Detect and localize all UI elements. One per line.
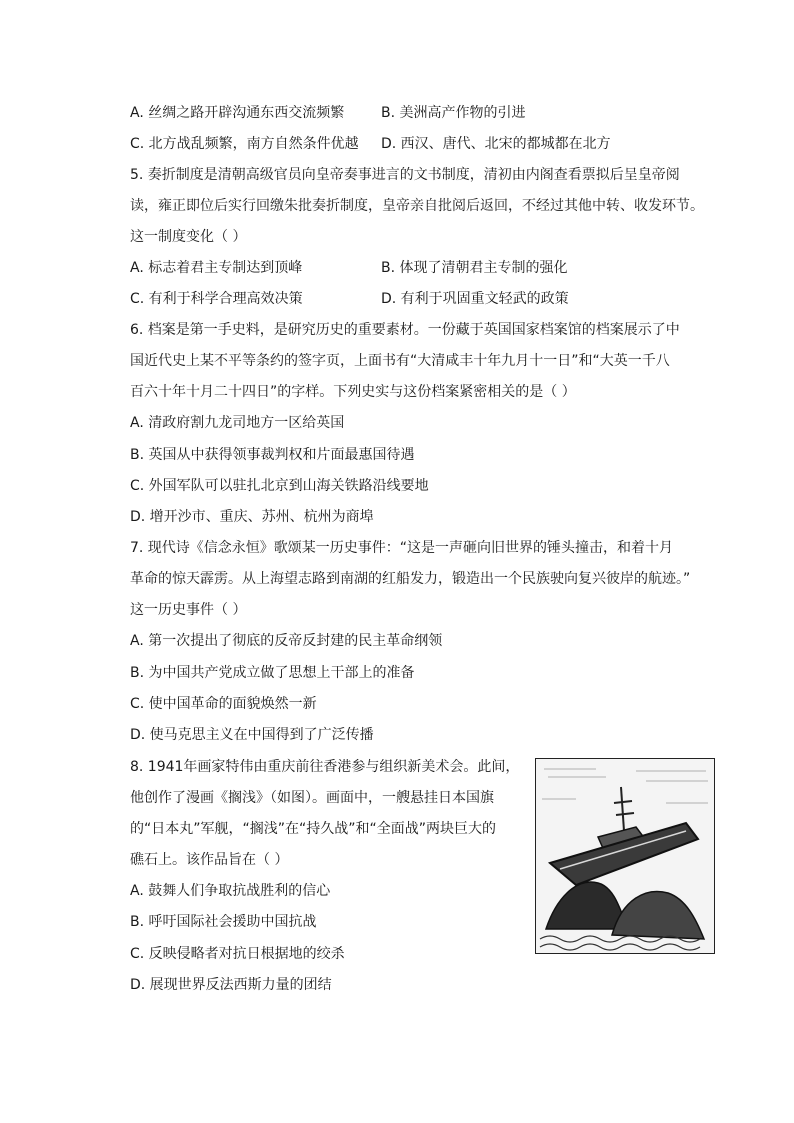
q7-option-b: B. 为中国共产党成立做了思想上干部上的准备 bbox=[130, 665, 415, 681]
q5-option-d: D. 有利于巩固重文轻武的政策 bbox=[381, 291, 569, 307]
cartoon-stranded-warship bbox=[535, 758, 715, 954]
q8-option-b: B. 呼吁国际社会援助中国抗战 bbox=[130, 914, 317, 930]
q7-stem-line-3: 这一历史事件（ ） bbox=[130, 602, 247, 618]
q7-option-d: D. 使马克思主义在中国得到了广泛传播 bbox=[130, 727, 374, 743]
rock-left bbox=[546, 882, 628, 929]
q8-stem-line-1: 8. 1941年画家特伟由重庆前往香港参与组织新美术会。此间， bbox=[130, 759, 520, 775]
q8-option-c: C. 反映侵略者对抗日根据地的绞杀 bbox=[130, 946, 345, 962]
q7-option-a: A. 第一次提出了彻底的反帝反封建的民主革命纲领 bbox=[130, 633, 443, 649]
q5-stem-line-2: 读，雍正即位后实行回缴朱批奏折制度，皇帝亲自批阅后返回，不经过其他中转、收发环节。 bbox=[130, 198, 704, 214]
q8-stem-line-2: 他创作了漫画《搁浅》（如图）。画面中，一艘悬挂日本国旗 bbox=[130, 790, 494, 806]
q5-option-c: C. 有利于科学合理高效决策 bbox=[130, 291, 303, 307]
q4-option-b: B. 美洲高产作物的引进 bbox=[381, 105, 526, 121]
q4-option-c: C. 北方战乱频繁，南方自然条件优越 bbox=[130, 136, 359, 152]
rock-right bbox=[612, 892, 704, 939]
q7-stem-line-2: 革命的惊天霹雳。从上海望志路到南湖的红船发力，锻造出一个民族驶向复兴彼岸的航迹。” bbox=[130, 571, 691, 587]
q7-option-c: C. 使中国革命的面貌焕然一新 bbox=[130, 696, 317, 712]
q5-option-b: B. 体现了清朝君主专制的强化 bbox=[381, 260, 568, 276]
q5-stem-line-3: 这一制度变化（ ） bbox=[130, 229, 247, 245]
sky-hatching bbox=[542, 769, 708, 803]
q7-stem-line-1: 7. 现代诗《信念永恒》歌颂某一历史事件：“这是一声砸向旧世界的锤头撞击，和着十月 bbox=[130, 540, 674, 556]
q4-option-a: A. 丝绸之路开辟沟通东西交流频繁 bbox=[130, 105, 345, 121]
q6-stem-line-2: 国近代史上某不平等条约的签字页，上面书有“大清咸丰十年九月十一日”和“大英一千八 bbox=[130, 353, 670, 369]
ship-mast bbox=[614, 787, 634, 831]
q5-stem-line-1: 5. 奏折制度是清朝高级官员向皇帝奏事进言的文书制度，清初由内阁查看票拟后呈皇帝阅 bbox=[130, 167, 680, 183]
q6-stem-line-1: 6. 档案是第一手史料，是研究历史的重要素材。一份藏于英国国家档案馆的档案展示了中 bbox=[130, 322, 680, 338]
q4-option-d: D. 西汉、唐代、北宋的都城都在北方 bbox=[381, 136, 611, 152]
q6-option-a: A. 清政府割九龙司地方一区给英国 bbox=[130, 415, 345, 431]
q8-option-a: A. 鼓舞人们争取抗战胜利的信心 bbox=[130, 883, 331, 899]
q6-option-b: B. 英国从中获得领事裁判权和片面最惠国待遇 bbox=[130, 447, 415, 463]
q6-stem-line-3: 百六十年十月二十四日”的字样。下列史实与这份档案紧密相关的是（ ） bbox=[130, 384, 576, 400]
q8-option-d: D. 展现世界反法西斯力量的团结 bbox=[130, 977, 332, 993]
q8-stem-line-3: 的“日本丸”军舰，“搁浅”在“持久战”和“全面战”两块巨大的 bbox=[130, 821, 497, 837]
q6-option-d: D. 增开沙市、重庆、苏州、杭州为商埠 bbox=[130, 509, 374, 525]
q6-option-c: C. 外国军队可以驻扎北京到山海关铁路沿线要地 bbox=[130, 478, 429, 494]
q5-option-a: A. 标志着君主专制达到顶峰 bbox=[130, 260, 303, 276]
cartoon-illustration bbox=[536, 759, 715, 954]
q8-stem-line-4: 礁石上。该作品旨在（ ） bbox=[130, 852, 289, 868]
